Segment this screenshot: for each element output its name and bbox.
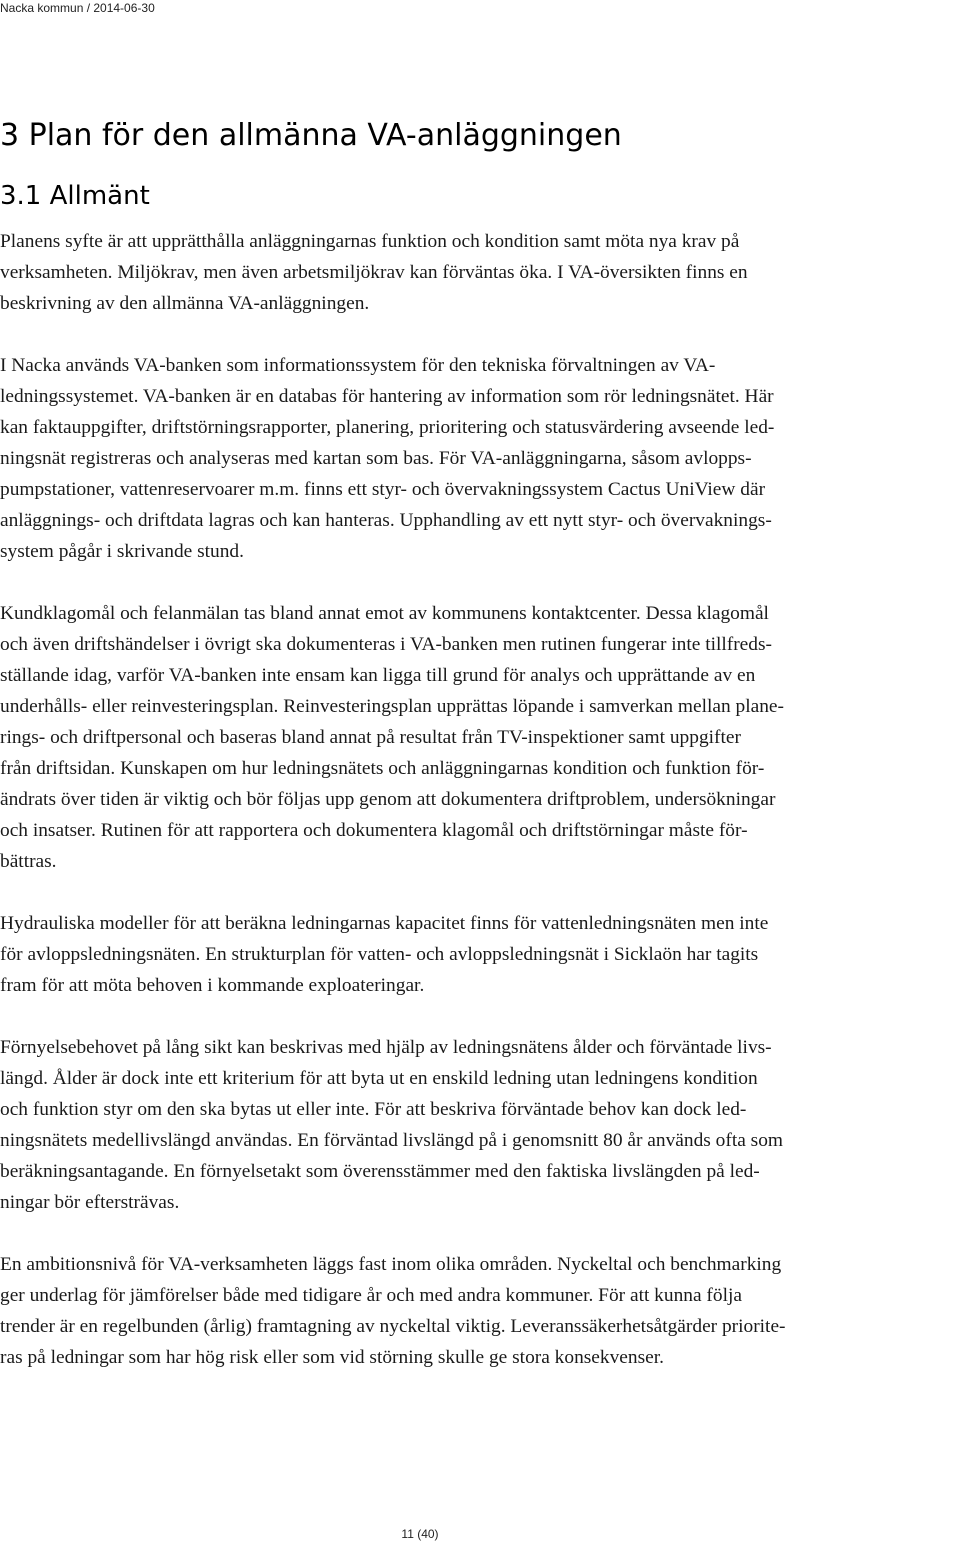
text-line: anläggnings- och driftdata lagras och kan hanteras. Upphandling av ett nytt styr- och övervaknings- bbox=[0, 510, 772, 531]
page-number: 11 (40) bbox=[401, 1527, 439, 1541]
text-line: ändrats över tiden är viktig och bör följas upp genom att dokumentera driftproblem, undersökningar bbox=[0, 789, 776, 810]
paragraph bbox=[0, 1032, 960, 1218]
text-line: rings- och driftpersonal och baseras bland annat på resultat från TV-inspektioner samt uppgifter bbox=[0, 727, 741, 748]
paragraph bbox=[0, 1249, 960, 1373]
text-line: ledningssystemet. VA-banken är en databas för hantering av information som rör ledningsnätet. Här bbox=[0, 386, 774, 407]
text-line: beskrivning av den allmänna VA-anläggningen. bbox=[0, 293, 370, 314]
text-line: pumpstationer, vattenreservoarer m.m. finns ett styr- och övervakningssystem Cactus UniView där bbox=[0, 479, 766, 500]
text-line: underhålls- eller reinvesteringsplan. Reinvesteringsplan upprättas löpande i samverkan mellan plane- bbox=[0, 696, 784, 717]
text-line: och insatser. Rutinen för att rapportera och dokumentera klagomål och driftstörningar måste för- bbox=[0, 820, 748, 841]
text-line: ras på ledningar som har hög risk eller som vid störning skulle ge stora konsekvenser. bbox=[0, 1347, 664, 1368]
text-line: bättras. bbox=[0, 851, 57, 872]
text-line: Planens syfte är att upprätthålla anläggningarnas funktion och kondition samt möta nya krav på bbox=[0, 231, 740, 252]
text-line: och funktion styr om den ska bytas ut eller inte. För att beskriva förväntade behov kan dock led- bbox=[0, 1099, 747, 1120]
text-line: och även driftshändelser i övrigt ska dokumenteras i VA-banken men rutinen fungerar inte tillfreds- bbox=[0, 634, 772, 655]
text-line: längd. Ålder är dock inte ett kriterium för att byta ut en enskild ledning utan ledningens kondition bbox=[0, 1068, 758, 1089]
paragraph bbox=[0, 350, 960, 567]
text-line: I Nacka används VA-banken som informationssystem för den tekniska förvaltningen av VA- bbox=[0, 355, 716, 376]
text-line: för avloppsledningsnäten. En strukturplan för vatten- och avloppsledningsnät i Sicklaön har tagits bbox=[0, 944, 759, 965]
body-text bbox=[0, 226, 960, 1404]
text-line: system pågår i skrivande stund. bbox=[0, 541, 244, 562]
subsection-heading: 3.1 Allmänt bbox=[0, 181, 150, 211]
text-line: fram för att möta behoven i kommande exploateringar. bbox=[0, 975, 425, 996]
text-line: Kundklagomål och felanmälan tas bland annat emot av kommunens kontaktcenter. Dessa klagomål bbox=[0, 603, 769, 624]
text-line: ningsnätets medellivslängd användas. En förväntad livslängd på i genomsnitt 80 år används ofta som bbox=[0, 1130, 784, 1151]
section-heading: 3 Plan för den allmänna VA-anläggningen bbox=[0, 118, 622, 153]
page-header: Nacka kommun / 2014-06-30 bbox=[0, 1, 155, 15]
paragraph bbox=[0, 226, 960, 319]
text-line: En ambitionsnivå för VA-verksamheten läggs fast inom olika områden. Nyckeltal och benchmarking bbox=[0, 1254, 782, 1275]
text-line: ger underlag för jämförelser både med tidigare år och med andra kommuner. För att kunna följa bbox=[0, 1285, 742, 1306]
text-line: ningar bör eftersträvas. bbox=[0, 1192, 180, 1213]
text-line: kan faktauppgifter, driftstörningsrapporter, planering, prioritering och statusvärdering avseende led- bbox=[0, 417, 775, 438]
paragraph bbox=[0, 598, 960, 877]
text-line: från driftsidan. Kunskapen om hur ledningsnätets och anläggningarnas kondition och funktion för- bbox=[0, 758, 765, 779]
text-line: ningsnät registreras och analyseras med kartan som bas. För VA-anläggningarna, såsom avlopps- bbox=[0, 448, 752, 469]
text-line: ställande idag, varför VA-banken inte ensam kan ligga till grund för analys och upprättande av en bbox=[0, 665, 756, 686]
text-line: beräkningsantagande. En förnyelsetakt som överensstämmer med den faktiska livslängden på led- bbox=[0, 1161, 760, 1182]
text-line: Hydrauliska modeller för att beräkna ledningarnas kapacitet finns för vattenledningsnäten men inte bbox=[0, 913, 769, 934]
text-line: verksamheten. Miljökrav, men även arbetsmiljökrav kan förväntas öka. I VA-översikten finns en bbox=[0, 262, 748, 283]
text-line: trender är en regelbunden (årlig) framtagning av nyckeltal viktig. Leveranssäkerhetsåtgärder priorite- bbox=[0, 1316, 786, 1337]
text-line: Förnyelsebehovet på lång sikt kan beskrivas med hjälp av ledningsnätens ålder och förväntade livs- bbox=[0, 1037, 772, 1058]
paragraph bbox=[0, 908, 960, 1001]
